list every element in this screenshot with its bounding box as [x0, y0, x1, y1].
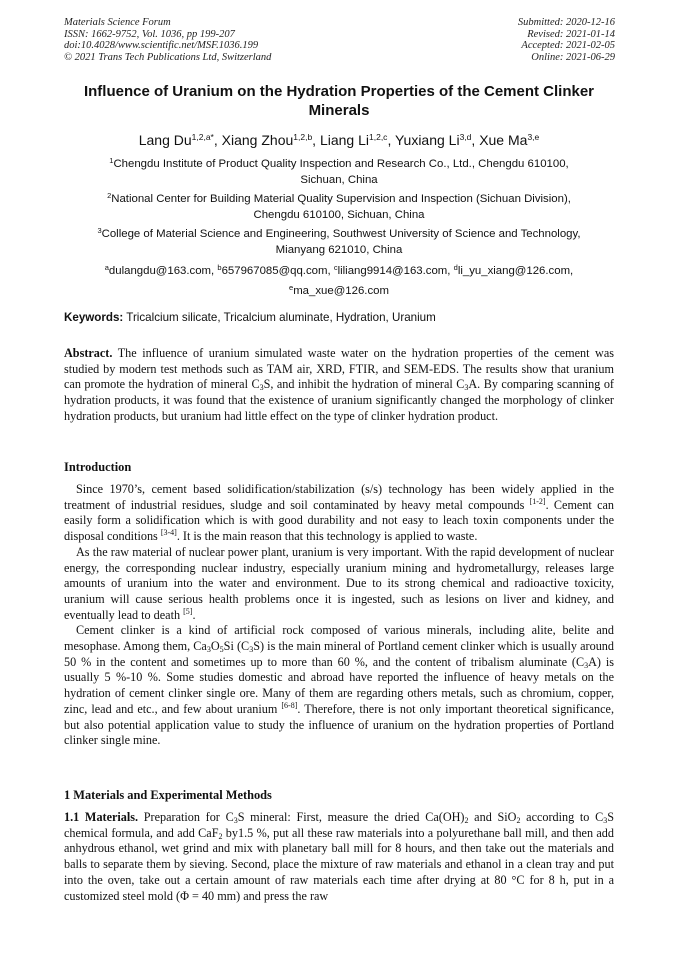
- abstract-paragraph: [64, 346, 614, 425]
- journal-issn: ISSN: 1662-9752, Vol. 1036, pp 199-207: [64, 28, 235, 40]
- author-affiliation-mark: 1,2,b: [293, 132, 313, 142]
- author: [222, 132, 320, 148]
- paragraph-text: Cement clinker is a kind of artificial rock composed of various minerals, including alite, belite and mesophase. Among them, Ca: [64, 623, 614, 654]
- subscript: 3: [233, 816, 238, 825]
- subscript: 3: [259, 383, 264, 393]
- paragraph-text: S chemical formula, and add CaF: [64, 810, 614, 840]
- paragraph-text: S) is the main mineral of Portland cement clinker which is usually around 50 % in the content and sometimes up to more than 60 %, and the content of tribalism aluminate (C: [64, 639, 614, 669]
- affiliation-text: Chengdu 610100, Sichuan, China: [253, 208, 425, 221]
- subscript: 2: [218, 831, 223, 841]
- author-affiliation-mark: 3,d: [459, 132, 472, 142]
- affiliation: [66, 153, 612, 188]
- author-name: Xiang Zhou: [221, 132, 294, 148]
- citation[interactable]: [6-8]: [281, 700, 298, 710]
- paragraph-text: according to C: [520, 810, 604, 824]
- author-emails: [66, 260, 612, 299]
- date-online: Online: 2021-06-29: [531, 51, 615, 63]
- affiliation: [66, 188, 612, 223]
- affiliation-line: [66, 188, 612, 208]
- affiliation-number: 3: [97, 226, 102, 235]
- author-name: Yuxiang Li: [394, 132, 460, 148]
- paragraph: [64, 545, 614, 624]
- author-affiliation-mark: 1,2,a*: [191, 132, 214, 142]
- section-heading-introduction: Introduction: [64, 460, 132, 474]
- email-line: [66, 280, 612, 300]
- author-separator: ,: [213, 132, 222, 148]
- affiliation-line: [66, 223, 612, 243]
- affiliation-line: [66, 153, 612, 173]
- paragraph-text: O: [210, 639, 220, 654]
- paragraph: [64, 810, 614, 904]
- date-submitted: Submitted: 2020-12-16: [517, 17, 615, 28]
- affiliation-text: National Center for Building Material Quality Supervision and Inspection (Sichuan Division),: [111, 193, 571, 205]
- email-mark: a: [104, 263, 109, 272]
- paragraph-text: As the raw material of nuclear power plant, uranium is very important. With the rapid development of nuclear energy, the corresponding nuclear industry, especially uranium mining and hydrometallurgy, releases large amounts of uranium into the water and environment. Due to its strong chemical and radioactive toxicity, uranium will cause serious health problems once it is ingested, such as lesions on liver and kidney, and eventually lead to death: [64, 544, 614, 622]
- introduction-body: [64, 482, 614, 749]
- keywords-label: Keywords:: [64, 311, 124, 324]
- date-revised: Revised: 2021-01-14: [527, 28, 615, 40]
- email-address[interactable]: dulangdu@163.com,: [108, 265, 218, 277]
- journal-info: [64, 17, 271, 63]
- email-mark: d: [453, 263, 458, 272]
- subscript: 3: [206, 645, 211, 655]
- author: [395, 132, 479, 148]
- paragraph-text: Preparation for C: [138, 810, 234, 824]
- email-line: [66, 260, 612, 280]
- citation[interactable]: [1-2]: [529, 496, 546, 506]
- paper-title-line: Influence of Uranium on the Hydration Properties of the Cement Clinker: [83, 83, 595, 100]
- abstract-text: The influence of uranium simulated waste water on the hydration properties of the cement was studied by modern test methods such as TAM air, XRD, FTIR, and SEM-EDS. The results show that uranium can promote the hydration of mineral C: [64, 346, 614, 392]
- author-name: Lang Du: [138, 132, 192, 148]
- email-address[interactable]: 657967085@qq.com,: [221, 265, 334, 277]
- journal-name: Materials Science Forum: [64, 17, 171, 28]
- email-address[interactable]: liliang9914@163.com,: [337, 265, 454, 277]
- author: [139, 132, 222, 148]
- affiliation-number: 1: [109, 156, 114, 165]
- paragraph: [64, 482, 614, 545]
- paragraph-text: A) is usually 5 %-10 %. Some studies domestic and abroad have reported the influence of heavy metals on the hydration of cement clinker single ore. Many of them are regarding others metals, such as chromium, copper, zinc, lead and etc., and few about uranium: [64, 654, 614, 716]
- paragraph-text: Since 1970’s, cement based solidification/stabilization (s/s) technology has been widely applied in the treatment of industrial residues, sludge and soil contaminated by heavy metal compounds: [64, 482, 614, 512]
- journal-doi[interactable]: doi:10.4028/www.scientific.net/MSF.1036.199: [64, 40, 259, 52]
- affiliation-text: College of Material Science and Engineering, Southwest University of Science and Technology,: [101, 228, 581, 240]
- paragraph-text: . It is the main reason that this technology is applied to waste.: [176, 529, 478, 544]
- paragraph-text: and SiO: [468, 810, 517, 824]
- paper-title-line: Minerals: [308, 102, 370, 119]
- author-affiliation-mark: 3,e: [527, 132, 540, 142]
- abstract-text: A. By comparing scanning of hydration products, it was found that the existence of uranium significantly changed the morphology of clinker hydration products, but uranium had little effect on the type of clinker hydration product.: [64, 377, 614, 423]
- paragraph-text: .: [192, 607, 196, 622]
- abstract: [64, 346, 614, 425]
- keywords: [64, 310, 436, 325]
- affiliation-text: Mianyang 621010, China: [275, 243, 403, 256]
- email-address[interactable]: li_yu_xiang@126.com,: [457, 265, 574, 277]
- author-list: [60, 128, 618, 149]
- author-separator: ,: [387, 132, 395, 148]
- email-mark: b: [217, 263, 222, 272]
- affiliation-number: 2: [107, 191, 112, 200]
- paragraph-text: . Cement can easily form a solidification which is with good durability and not easy to leach toxin components under the disposal conditions: [64, 497, 614, 544]
- keywords-text: Tricalcium silicate, Tricalcium aluminate, Hydration, Uranium: [126, 311, 436, 324]
- paragraph-text: S mineral: First, measure the dried Ca(OH): [237, 810, 465, 824]
- affiliation-text: Sichuan, China: [300, 173, 378, 186]
- subsection-heading: 1.1 Materials.: [64, 810, 139, 824]
- paragraph: [64, 623, 614, 749]
- author-name: Liang Li: [319, 132, 369, 148]
- email-mark: e: [289, 282, 294, 292]
- author: [320, 132, 395, 148]
- journal-copyright: © 2021 Trans Tech Publications Ltd, Switzerland: [64, 51, 272, 63]
- author-name: Xue Ma: [479, 132, 528, 148]
- author-affiliation-mark: 1,2,c: [369, 132, 388, 142]
- email-mark: c: [333, 263, 338, 272]
- affiliation: [66, 223, 612, 258]
- subscript: 2: [516, 816, 521, 825]
- subscript: 3: [249, 645, 254, 655]
- abstract-label: Abstract.: [64, 346, 113, 360]
- date-accepted: Accepted: 2021-02-05: [521, 40, 615, 52]
- citation[interactable]: [5]: [183, 606, 193, 616]
- paragraph-text: . Therefore, there is not only important theoretical significance, but also potential application value to study the influence of uranium on the hydration properties of Portland clinker single mine.: [64, 701, 614, 748]
- subscript: 3: [584, 660, 589, 670]
- citation[interactable]: [3-4]: [160, 528, 177, 538]
- paragraph-text: by1.5 %, put all these raw materials into a polyurethane ball mill, and then add anhydrous ethanol, wet grind and mix with planetary ball mill for 8 hours, and then take out the materials and balls to separate them by sieving. Second, place the mixture of raw materials and ethanol in a clean tray and put into the oven, take out a certain amount of raw materials each time after drying at 80 °C for 8 h, put in a customized steel mold (Φ = 40 mm) and press the raw: [64, 825, 614, 903]
- subscript: 2: [464, 816, 469, 825]
- paragraph-text: Si (C: [223, 639, 250, 654]
- abstract-text: S, and inhibit the hydration of mineral C: [263, 377, 465, 392]
- author-separator: ,: [312, 132, 320, 148]
- section-heading-methods: 1 Materials and Experimental Methods: [64, 788, 272, 802]
- subscript: 3: [464, 383, 469, 393]
- methods-body: [64, 810, 614, 904]
- author: [479, 132, 539, 148]
- paper-title: [60, 82, 618, 120]
- subscript: 3: [603, 816, 608, 825]
- subscript: 5: [219, 645, 224, 655]
- publication-dates: [518, 17, 615, 63]
- affiliation-text: Chengdu Institute of Product Quality Inspection and Research Co., Ltd., Chengdu 610100,: [113, 158, 569, 170]
- email-address[interactable]: ma_xue@126.com: [293, 284, 389, 297]
- author-separator: ,: [471, 132, 480, 148]
